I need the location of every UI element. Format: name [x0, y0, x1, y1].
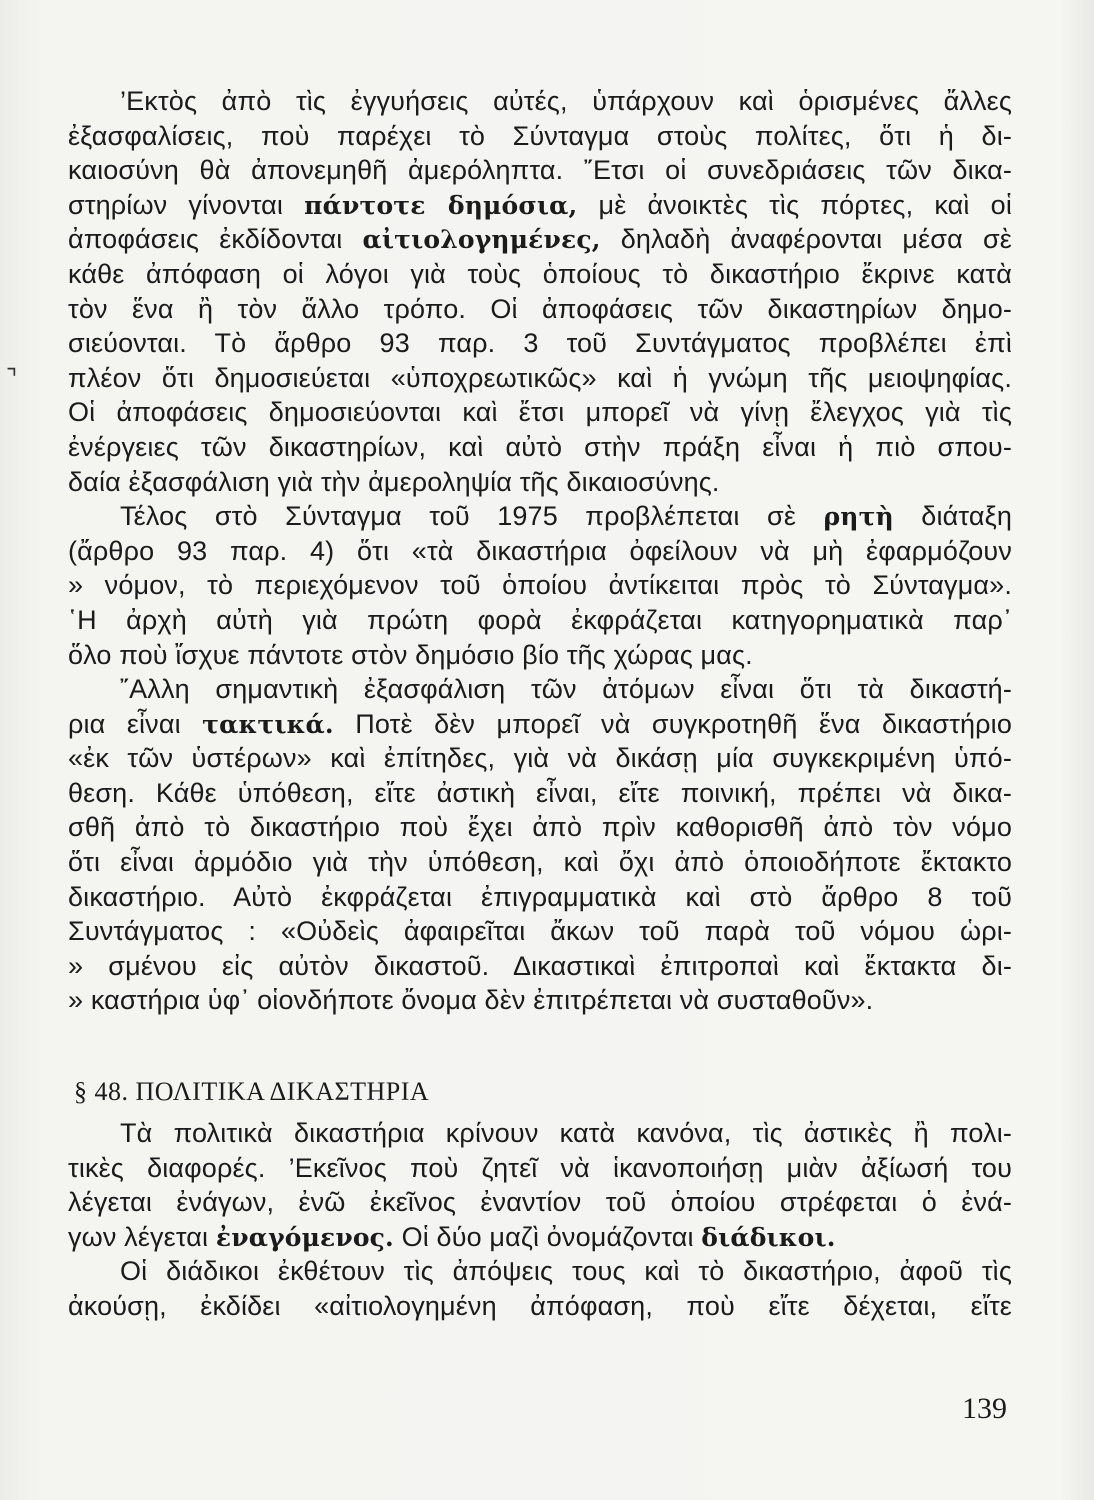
text-line: γων λέγεται ἐναγόμενος. Οἱ δύο μαζὶ ὀνομάζονται διάδικοι.: [68, 1221, 836, 1252]
text-line: » καστήρια ὑφ᾽ οἱονδήποτε ὄνομα δὲν ἐπιτρέπεται νὰ συσταθοῦν».: [68, 985, 874, 1016]
bold-term: ἐναγόμενος.: [215, 1222, 394, 1252]
text-line: ’Εκτὸς ἀπὸ τὶς ἐγγυήσεις αὐτές, ὑπάρχουν καὶ ὁρισμένες ἄλλες: [120, 86, 1012, 116]
page-body: [68, 84, 1012, 1324]
text-line: ῎Αλλη σημαντικὴ ἐξασφάλιση τῶν ἀτόμων εἶναι ὅτι τὰ δικαστή-: [120, 674, 1012, 705]
text-line: Συντάγματος : «Οὐδεὶς ἀφαιρεῖται ἄκων τοῦ παρὰ τοῦ νόμου ὡρι-: [68, 916, 1012, 947]
text-line: ἀποφάσεις ἐκδίδονται αἰτιολογημένες, δηλαδὴ ἀναφέρονται μέσα σὲ: [68, 224, 1012, 255]
text-line: δικαστήριο. Αὐτὸ ἐκφράζεται ἐπιγραμματικὰ καὶ στὸ ἄρθρο 8 τοῦ: [68, 881, 1012, 912]
bold-term: τακτικά.: [202, 709, 334, 739]
text-line: κάθε ἀπόφαση οἱ λόγοι γιὰ τοὺς ὁποίους τὸ δικαστήριο ἔκρινε κατὰ: [68, 258, 1012, 289]
text-line: στηρίων γίνονται πάντοτε δημόσια, μὲ ἀνοικτὲς τὶς πόρτες, καὶ οἱ: [68, 189, 1012, 220]
text-line: ἐξασφαλίσεις, ποὺ παρέχει τὸ Σύνταγμα στοὺς πολίτες, ὅτι ἡ δι-: [68, 120, 1012, 151]
text-line: τικὲς διαφορές. ’Εκεῖνος ποὺ ζητεῖ νὰ ἱκανοποιήσῃ μιὰν ἀξίωσή του: [68, 1152, 1012, 1183]
text-line: ρια εἶναι τακτικά. Ποτὲ δὲν μπορεῖ νὰ συγκροτηθῆ ἕνα δικαστήριο: [68, 708, 1012, 739]
text-line: ἀκούσῃ, ἐκδίδει «αἰτιολογημένη ἀπόφαση, ποὺ εἴτε δέχεται, εἴτε: [68, 1291, 1012, 1321]
text-line: λέγεται ἐνάγων, ἐνῶ ἐκεῖνος ἐναντίον τοῦ ὁποίου στρέφεται ὁ ἐνά-: [68, 1187, 1012, 1218]
text-line: δαία ἐξασφάλιση γιὰ τὴν ἀμεροληψία τῆς δικαιοσύνης.: [68, 466, 720, 497]
text-line: σθῆ ἀπὸ τὸ δικαστήριο ποὺ ἔχει ἀπὸ πρὶν καθορισθῆ ἀπὸ τὸν νόμο: [68, 812, 1012, 843]
text-line: ῾Η ἀρχὴ αὐτὴ γιὰ πρώτη φορὰ ἐκφράζεται κατηγορηματικὰ παρ᾽: [68, 604, 1012, 635]
text-line: τὸν ἕνα ἢ τὸν ἄλλο τρόπο. Οἱ ἀποφάσεις τῶν δικαστηρίων δημο-: [68, 293, 1012, 324]
text-line: Τὰ πολιτικὰ δικαστήρια κρίνουν κατὰ κανόνα, τὶς ἀστικὲς ἢ πολι-: [120, 1118, 1012, 1149]
text-line: καιοσύνη θὰ ἀπονεμηθῆ ἀμερόληπτα. ῎Ετσι οἱ συνεδριάσεις τῶν δικα-: [68, 155, 1012, 186]
margin-mark: ⌝: [6, 366, 18, 392]
text-line: «ἐκ τῶν ὑστέρων» καὶ ἐπίτηδες, γιὰ νὰ δικάσῃ μία συγκεκριμένη ὑπό-: [68, 743, 1012, 774]
bold-term: πάντοτε δημόσια,: [304, 190, 578, 220]
text-line: Οἱ διάδικοι ἐκθέτουν τὶς ἀπόψεις τους καὶ τὸ δικαστήριο, ἀφοῦ τὶς: [120, 1256, 1012, 1287]
section-gap: [68, 1018, 1012, 1068]
text-line: » σμένου εἰς αὐτὸν δικαστοῦ. Δικαστικαὶ ἐπιτροπαὶ καὶ ἔκτακτα δι-: [68, 950, 1012, 981]
bold-term: αἰτιολογημένες,: [362, 225, 601, 255]
section-heading: § 48. ΠΟΛΙΤΙΚΑ ΔΙΚΑΣΤΗΡΙΑ: [74, 1077, 430, 1107]
text-line: » νόμον, τὸ περιεχόμενον τοῦ ὁποίου ἀντίκειται πρὸς τὸ Σύνταγμα».: [68, 570, 1012, 601]
text-line: ἐνέργειες τῶν δικαστηρίων, καὶ αὐτὸ στὴν πράξη εἶναι ἡ πιὸ σπου-: [68, 431, 1012, 462]
text-line: πλέον ὅτι δημοσιεύεται «ὑποχρεωτικῶς» καὶ ἡ γνώμη τῆς μειοψηφίας.: [68, 362, 1012, 393]
bold-term: διάδικοι.: [701, 1222, 836, 1252]
text-line: σιεύονται. Τὸ ἄρθρο 93 παρ. 3 τοῦ Συντάγματος προβλέπει ἐπὶ: [68, 328, 1012, 359]
text-line: Τέλος στὸ Σύνταγμα τοῦ 1975 προβλέπεται σὲ ρητὴ διάταξη: [120, 501, 1012, 532]
text-line: Οἱ ἀποφάσεις δημοσιεύονται καὶ ἔτσι μπορεῖ νὰ γίνῃ ἔλεγχος γιὰ τὶς: [68, 397, 1012, 428]
text-line: ὅλο ποὺ ἴσχυε πάντοτε στὸν δημόσιο βίο τῆς χώρας μας.: [68, 639, 753, 670]
text-line: ὅτι εἶναι ἁρμόδιο γιὰ τὴν ὑπόθεση, καὶ ὄχι ἀπὸ ὁποιοδήποτε ἔκτακτο: [68, 847, 1012, 878]
page-number: 139: [962, 1392, 1007, 1425]
bold-term: ρητὴ: [823, 502, 894, 532]
text-line: θεση. Κάθε ὑπόθεση, εἴτε ἀστικὴ εἶναι, εἴτε ποινική, πρέπει νὰ δικα-: [68, 777, 1012, 808]
text-line: (ἄρθρο 93 παρ. 4) ὅτι «τὰ δικαστήρια ὀφείλουν νὰ μὴ ἐφαρμόζουν: [68, 535, 1012, 566]
